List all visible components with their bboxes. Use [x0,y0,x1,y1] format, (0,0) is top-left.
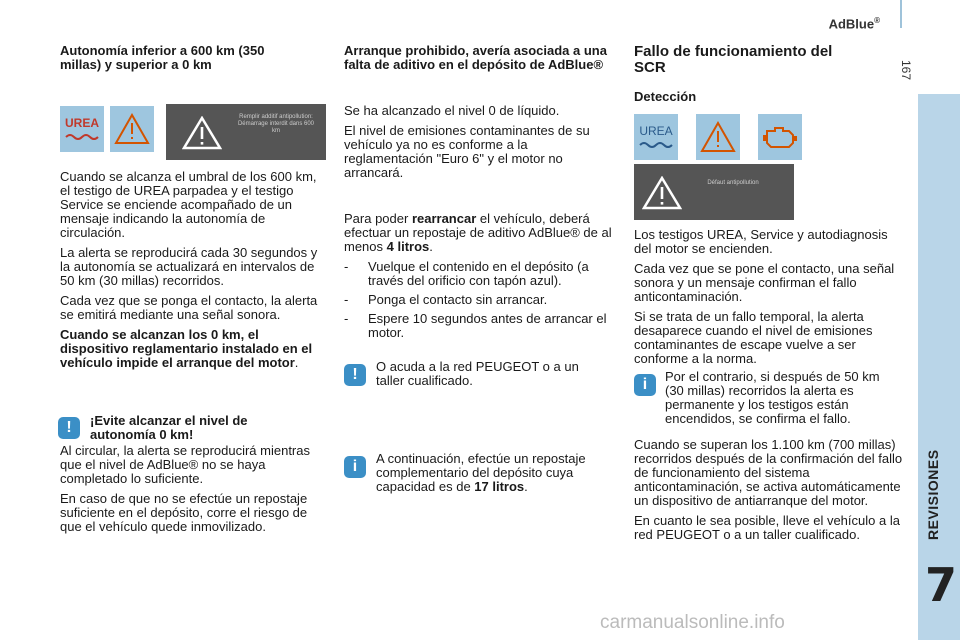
urea-wave-icon [639,141,673,149]
display-message: Défaut antipollution [707,180,759,186]
column-1-body [60,170,328,376]
column-2-body [344,104,616,186]
info-note-icon: i [634,374,656,396]
watermark: carmanualsonline.info [600,612,785,633]
step-item: - Espere 10 segundos antes de arrancar el motor. [344,311,607,340]
warning-note-icon: ! [58,417,80,439]
column-3-bottom [634,438,904,548]
page-number: 167 [899,60,913,81]
info-note-icon: i [344,456,366,478]
paragraph: La alerta se reproducirá cada 30 segundos y la autonomía se actualizará en intervalos de 50 km (30 millas) recorridos. [60,245,318,288]
paragraph: Se ha alcanzado el nivel 0 de líquido. [344,103,560,118]
note-heading: ¡Evite alcanzar el nivel de autonomía 0 km! [90,413,248,442]
paragraph: Cuando se superan los 1.100 km (700 millas) recorridos después de la confirmación del fallo de funcionamiento del sistema anticontaminación, se activa automáticamente un dispositivo de antiarranque del motor. [634,437,903,508]
column-3-body [634,228,904,372]
section-heading: Fallo de funcionamiento del SCR [634,43,833,76]
section-heading: Arranque prohibido, avería asociada a una falta de aditivo en el depósito de AdBlue® [344,43,607,72]
note-text: A continuación, efectúe un repostaje complementario del depósito cuya capacidad es de 17 litros. [376,451,586,494]
warning-triangle-icon [182,116,222,150]
urea-warning-lamp: UREA [634,114,678,160]
column-3 [634,44,904,104]
chapter-number: 7 [925,558,958,612]
warning-note-icon: ! [344,364,366,386]
header-rule [900,0,902,28]
paragraph: Cada vez que se ponga el contacto, la alerta se emitirá mediante una señal sonora. [60,293,318,322]
chapter-label: REVISIONES [925,449,941,540]
page-header-title: AdBlue® [828,16,880,32]
service-warning-icon [696,114,740,160]
paragraph: En caso de que no se efectúe un repostaje suficiente en el depósito, corre el riesgo de que el vehículo quede inmovilizado. [60,491,308,534]
step-item: - Vuelque el contenido en el depósito (a través del orificio con tapón azul). [344,259,589,288]
urea-wave-icon [65,133,99,141]
column-1 [60,44,328,72]
instrument-display [166,104,326,160]
sub-heading: Detección [634,89,697,104]
paragraph: En cuanto le sea posible, lleve el vehículo a la red PEUGEOT o a un taller cualificado. [634,513,900,542]
service-warning-icon [110,106,154,152]
display-message: Remplir additif antipollution: Démarrage interdit dans 600 km [237,114,315,134]
note-text: Por el contrario, si después de 50 km (30 millas) recorridos la alerta es permanente y los testigos están encendidos, se confirma el fallo. [665,369,880,426]
paragraph: Si se trata de un fallo temporal, la alerta desaparece cuando el nivel de emisiones contaminantes de escape vuelve a ser conforme a la norma. [634,309,873,366]
column-2-refill [344,212,616,345]
urea-warning-lamp: UREA [60,106,104,152]
note-text: O acuda a la red PEUGEOT o a un taller cualificado. [376,359,579,388]
section-heading: Autonomía inferior a 600 km (350 millas) y superior a 0 km [60,43,265,72]
paragraph: Cuando se alcanzan los 0 km, el dispositivo reglamentario instalado en el vehículo impide el arranque del motor. [60,327,313,370]
instrument-display [634,164,794,220]
column-1-bottom [60,444,328,540]
paragraph: Para poder rearrancar el vehículo, deberá efectuar un repostaje de aditivo AdBlue® de al menos 4 litros. [344,211,612,254]
paragraph: Los testigos UREA, Service y autodiagnosis del motor se encienden. [634,227,888,256]
paragraph: Al circular, la alerta se reproducirá mientras que el nivel de AdBlue® no se haya completado lo suficiente. [60,443,310,486]
paragraph: Cuando se alcanza el umbral de los 600 km, el testigo de UREA parpadea y el testigo Service se enciende acompañado de un mensaje indicando la autonomía de circulación. [60,169,317,240]
paragraph: El nivel de emisiones contaminantes de su vehículo ya no es conforme a la reglamentación "Euro 6" y el motor no arrancará. [344,123,590,180]
paragraph: Cada vez que se pone el contacto, una señal sonora y un mensaje confirman el fallo anticontaminación. [634,261,895,304]
engine-check-icon [758,114,802,160]
warning-triangle-icon [642,176,682,210]
column-2 [344,44,616,72]
step-item: - Ponga el contacto sin arrancar. [344,292,548,307]
